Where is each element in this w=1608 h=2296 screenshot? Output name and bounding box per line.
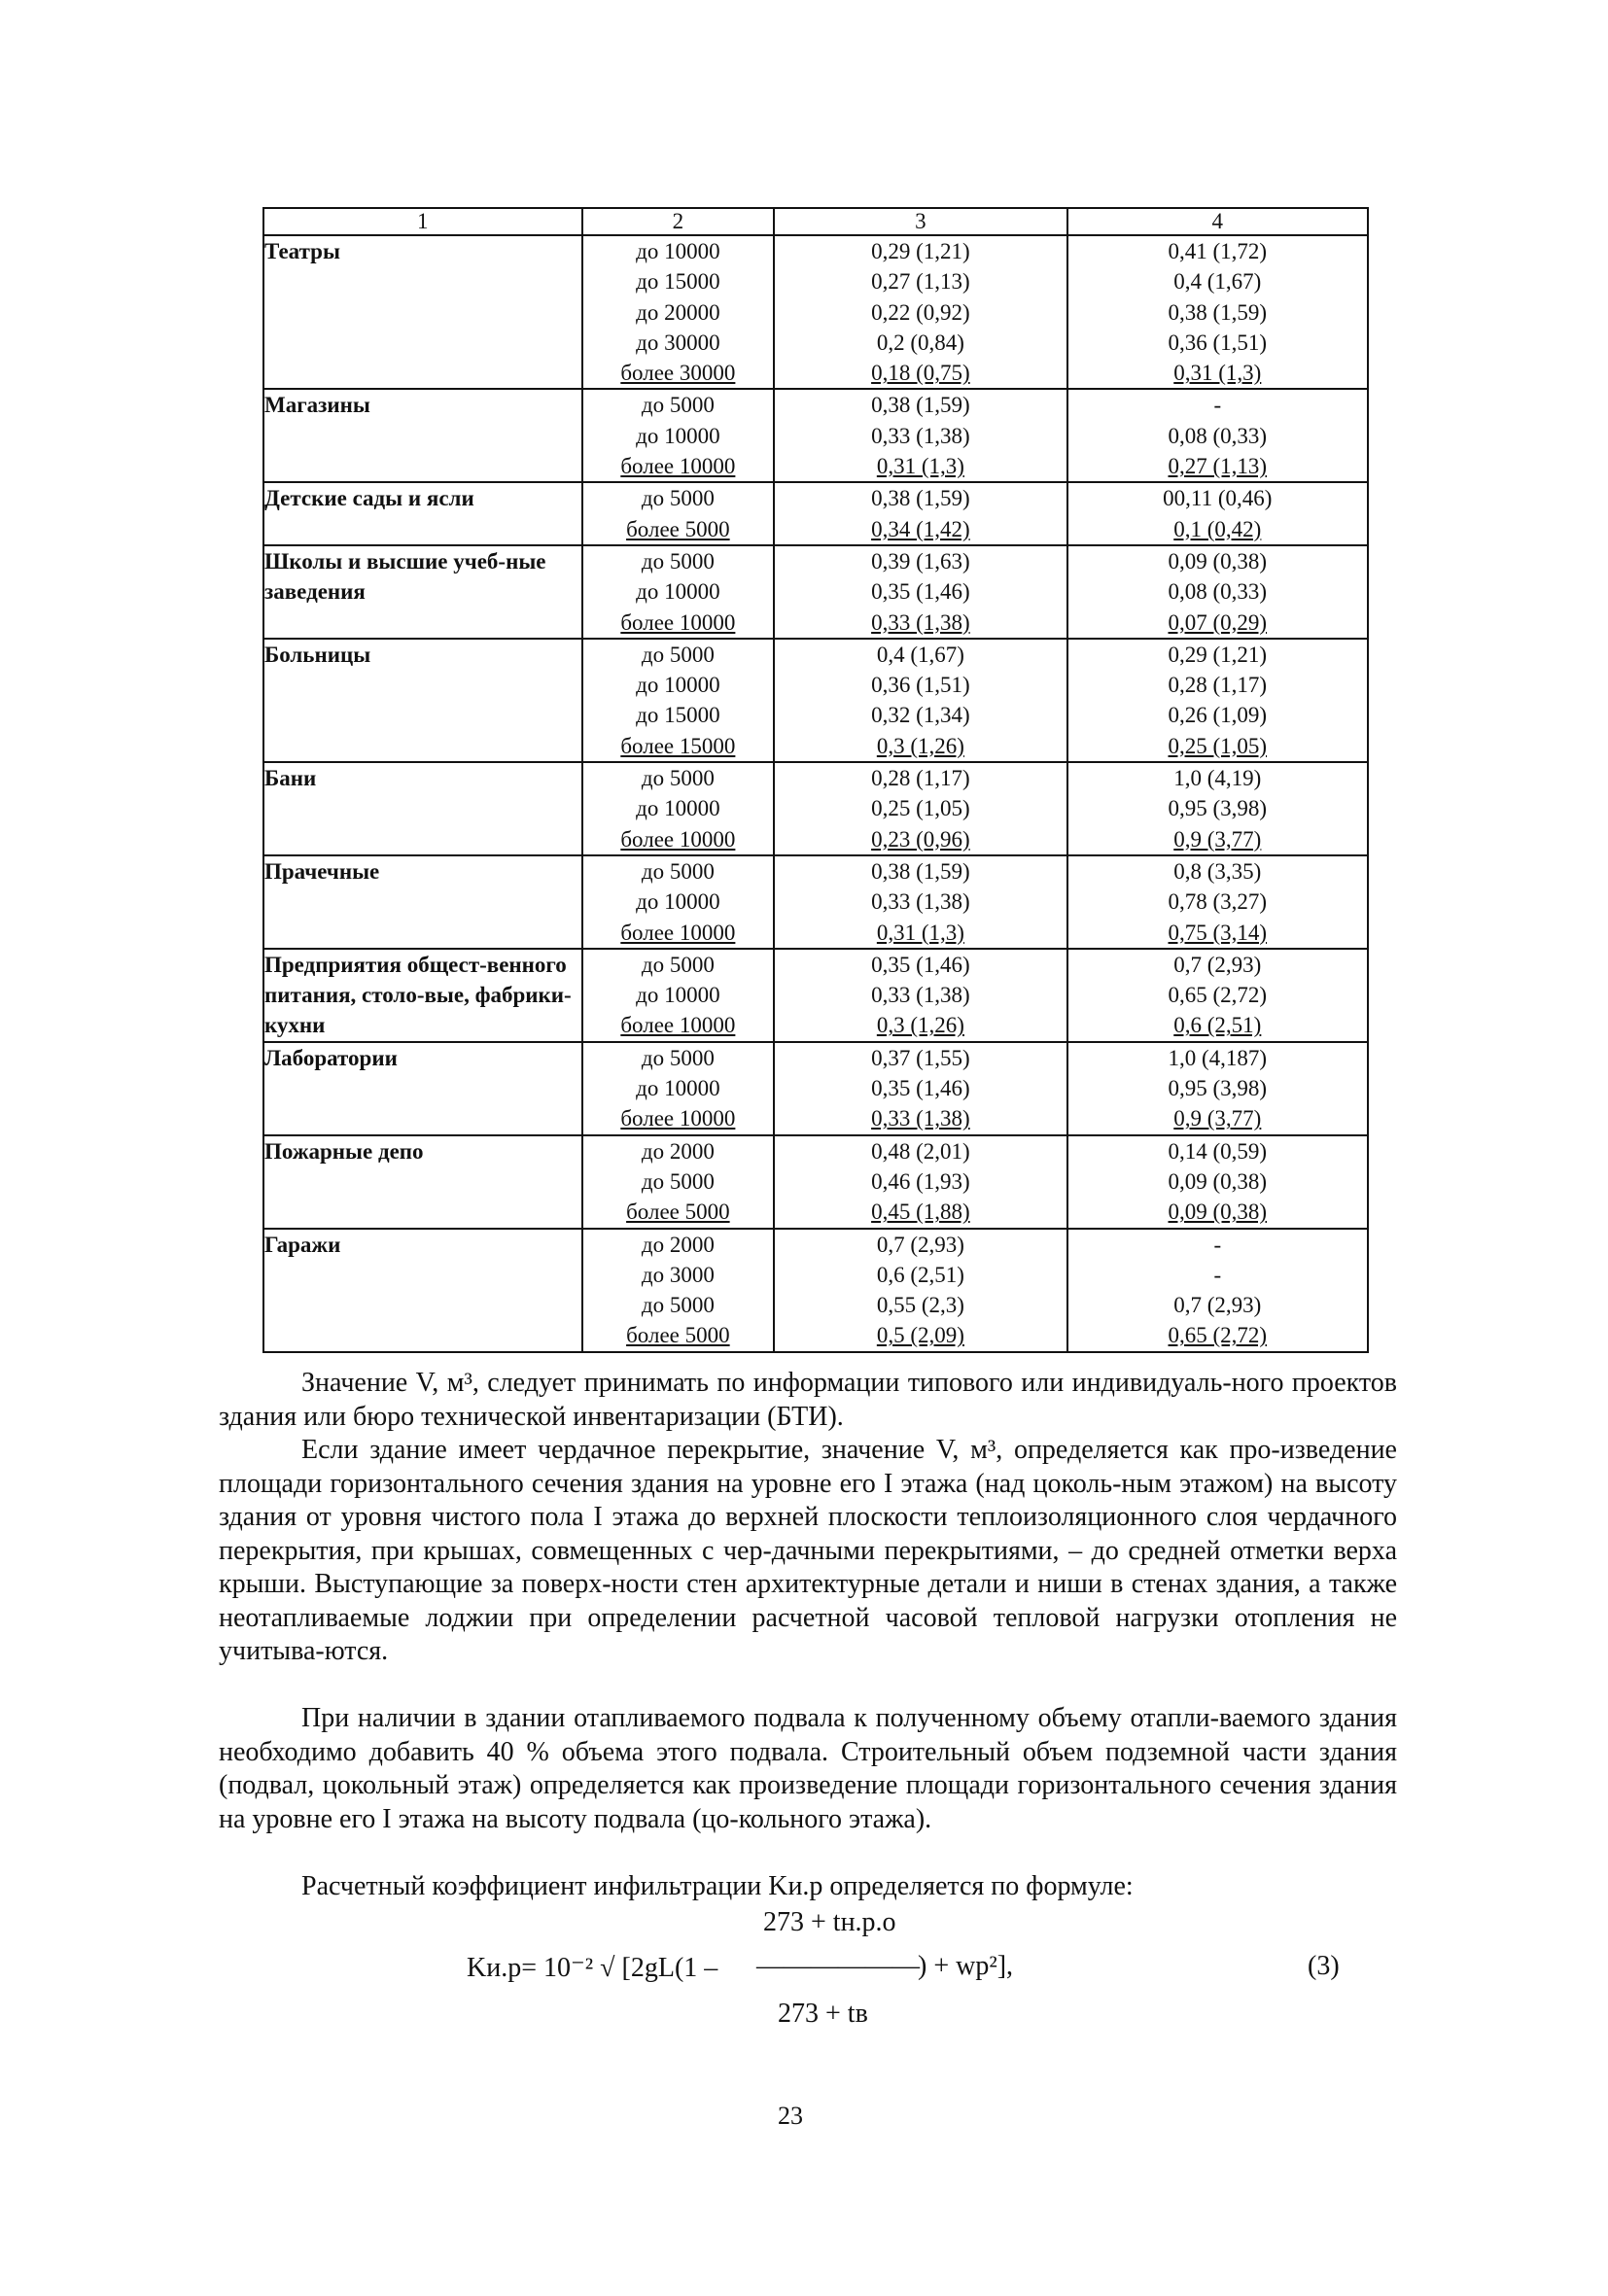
building-type-cell: Театры [263, 235, 582, 389]
cell-value: 0,5 (2,09) [876, 1323, 964, 1348]
cell-value: - [1213, 393, 1222, 418]
heating-characteristic-cell [774, 1042, 1066, 1135]
building-type-cell: Магазины [263, 389, 582, 482]
formula-lhs: Kи.р= 10⁻² √ [2gL(1 – [467, 1953, 718, 1983]
cell-value: более 5000 [626, 516, 730, 541]
table-row [263, 545, 1368, 639]
heating-characteristic-cell [774, 855, 1066, 949]
table-row [263, 482, 1368, 545]
building-type-cell: Прачечные [263, 855, 582, 949]
table-header-row [263, 208, 1368, 235]
formula-fraction-bar: —————— [756, 1951, 920, 1981]
cell-value: более 15000 [620, 733, 736, 758]
column-header: 4 [1067, 208, 1368, 235]
cell-value: 0,7 (2,93) [1173, 1293, 1262, 1318]
cell-value: до 5000 [641, 486, 715, 511]
cell-value: до 10000 [636, 983, 720, 1008]
cell-value: 0,29 (1,21) [1168, 642, 1268, 667]
heating-characteristic-cell [774, 1135, 1066, 1229]
cell-value: до 15000 [636, 269, 720, 295]
ventilation-characteristic-cell [1067, 389, 1368, 482]
cell-value: до 10000 [636, 796, 720, 821]
cell-value: более 5000 [626, 1200, 730, 1225]
cell-value: 0,35 (1,46) [871, 579, 970, 605]
heat-load-table [262, 207, 1369, 1353]
column-header: 2 [582, 208, 775, 235]
table-body [263, 235, 1368, 1352]
cell-value: 0,7 (2,93) [1173, 952, 1262, 977]
cell-value: до 5000 [641, 548, 715, 574]
cell-value: 0,27 (1,13) [871, 269, 970, 295]
table-row [263, 949, 1368, 1042]
cell-value: 0,26 (1,09) [1168, 703, 1268, 728]
volume-range-cell [582, 639, 775, 762]
cell-value: до 5000 [641, 1045, 715, 1070]
cell-value: до 5000 [641, 393, 715, 418]
cell-value: более 10000 [620, 1013, 736, 1038]
cell-value: до 10000 [636, 673, 720, 698]
cell-value: 0,46 (1,93) [871, 1168, 970, 1194]
cell-value: 0,65 (2,72) [1168, 983, 1268, 1008]
cell-value: 0,39 (1,63) [871, 548, 970, 574]
cell-value: более 10000 [620, 454, 736, 479]
cell-value: до 15000 [636, 703, 720, 728]
cell-value: 0,95 (3,98) [1168, 1076, 1268, 1101]
cell-value: 0,38 (1,59) [1168, 299, 1268, 325]
cell-value: 0,36 (1,51) [871, 673, 970, 698]
cell-value: 0,9 (3,77) [1173, 826, 1262, 852]
cell-value: до 5000 [641, 642, 715, 667]
volume-range-cell [582, 855, 775, 949]
cell-value: до 10000 [636, 889, 720, 915]
building-type-cell: Бани [263, 762, 582, 855]
volume-range-cell [582, 1135, 775, 1229]
volume-range-cell [582, 762, 775, 855]
paragraph-basement-volume: При наличии в здании отапливаемого подвала к полученному объему отапли-ваемого здания необходимо добавить 40 % объема этого подвала. Строительный объем подземной части здания (подвал, цокольный этаж) определяется как произведение площади горизонтального сечения здания на уровне его I этажа на высоту подвала (цо-кольного этажа). [219, 1703, 1397, 1834]
building-type-cell: Детские сады и ясли [263, 482, 582, 545]
cell-value: 0,34 (1,42) [871, 516, 970, 541]
cell-value: более 10000 [620, 1106, 736, 1131]
formula-denominator: 273 + tв [778, 1999, 868, 2029]
ventilation-characteristic-cell [1067, 1042, 1368, 1135]
cell-value: 0,8 (3,35) [1173, 858, 1262, 884]
cell-value: до 5000 [641, 1293, 715, 1318]
cell-value: 0,32 (1,34) [871, 703, 970, 728]
heating-characteristic-cell [774, 482, 1066, 545]
cell-value: более 10000 [620, 826, 736, 852]
cell-value: 0,75 (3,14) [1168, 920, 1268, 945]
volume-range-cell [582, 949, 775, 1042]
cell-value: 0,37 (1,55) [871, 1045, 970, 1070]
volume-range-cell [582, 545, 775, 639]
cell-value: 0,9 (3,77) [1173, 1106, 1262, 1131]
cell-value: 0,33 (1,38) [871, 983, 970, 1008]
column-header: 3 [774, 208, 1066, 235]
cell-value: более 5000 [626, 1323, 730, 1348]
cell-value: 0,33 (1,38) [871, 609, 970, 635]
cell-value: 1,0 (4,187) [1168, 1045, 1268, 1070]
volume-range-cell [582, 389, 775, 482]
cell-value: 0,09 (0,38) [1168, 548, 1268, 574]
cell-value: до 5000 [641, 766, 715, 791]
cell-value: 0,4 (1,67) [876, 642, 964, 667]
building-type-cell: Предприятия общест-венного питания, столо-вые, фабрики-кухни [263, 949, 582, 1042]
table-row [263, 389, 1368, 482]
cell-value: 0,3 (1,26) [876, 733, 964, 758]
cell-value: 0,78 (3,27) [1168, 889, 1268, 915]
cell-value: 0,28 (1,17) [1168, 673, 1268, 698]
cell-value: 0,38 (1,59) [871, 486, 970, 511]
ventilation-characteristic-cell [1067, 235, 1368, 389]
cell-value: до 5000 [641, 952, 715, 977]
cell-value: 0,25 (1,05) [871, 796, 970, 821]
building-type-cell: Пожарные депо [263, 1135, 582, 1229]
volume-range-cell [582, 1229, 775, 1352]
table-row [263, 855, 1368, 949]
ventilation-characteristic-cell [1067, 482, 1368, 545]
table-row [263, 1229, 1368, 1352]
ventilation-characteristic-cell [1067, 949, 1368, 1042]
cell-value: до 10000 [636, 423, 720, 448]
cell-value: 0,6 (2,51) [1173, 1013, 1262, 1038]
cell-value: 0,22 (0,92) [871, 299, 970, 325]
column-header: 1 [263, 208, 582, 235]
cell-value: до 30000 [636, 330, 720, 355]
formula-number: (3) [1308, 1951, 1340, 1981]
cell-value: 0,3 (1,26) [876, 1013, 964, 1038]
formula-numerator: 273 + tн.р.о [763, 1907, 896, 1937]
cell-value: 0,31 (1,3) [1173, 361, 1262, 386]
cell-value: - [1213, 1232, 1222, 1257]
cell-value: более 10000 [620, 920, 736, 945]
cell-value: 0,14 (0,59) [1168, 1138, 1268, 1164]
cell-value: до 5000 [641, 858, 715, 884]
cell-value: 0,27 (1,13) [1168, 454, 1268, 479]
building-type-cell: Гаражи [263, 1229, 582, 1352]
cell-value: 0,38 (1,59) [871, 393, 970, 418]
paragraph-attic-volume: Если здание имеет чердачное перекрытие, значение V, м³, определяется как про-изведение площади горизонтального сечения здания на уровне его I этажа (над цоколь-ным этажом) на высоту здания от уровня чистого пола I этажа до верхней плоскости теплоизоляционного слоя чердачного перекрытия, при крышах, совмещенных с чер-дачными перекрытиями, – до средней отметки верха крыши. Выступающие за поверх-ности стен архитектурные детали и ниши в стенах здания, а также неотапливаемые лоджии при определении расчетной часовой тепловой нагрузки отопления не учитыва-ются. [219, 1435, 1397, 1666]
ventilation-characteristic-cell [1067, 1229, 1368, 1352]
heating-characteristic-cell [774, 545, 1066, 639]
cell-value: до 20000 [636, 299, 720, 325]
cell-value: 0,7 (2,93) [876, 1232, 964, 1257]
volume-range-cell [582, 235, 775, 389]
cell-value: до 2000 [641, 1232, 715, 1257]
cell-value: 0,45 (1,88) [871, 1200, 970, 1225]
cell-value: 1,0 (4,19) [1173, 766, 1262, 791]
cell-value: 0,08 (0,33) [1168, 423, 1268, 448]
page-number: 23 [778, 2102, 803, 2130]
cell-value: до 3000 [641, 1262, 715, 1287]
building-type-cell: Лаборатории [263, 1042, 582, 1135]
cell-value: до 2000 [641, 1138, 715, 1164]
cell-value: 0,33 (1,38) [871, 889, 970, 915]
heating-characteristic-cell [774, 389, 1066, 482]
cell-value: 0,55 (2,3) [876, 1293, 964, 1318]
cell-value: более 30000 [620, 361, 736, 386]
ventilation-characteristic-cell [1067, 855, 1368, 949]
cell-value: 0,28 (1,17) [871, 766, 970, 791]
ventilation-characteristic-cell [1067, 1135, 1368, 1229]
cell-value: 0,35 (1,46) [871, 1076, 970, 1101]
cell-value: 0,41 (1,72) [1168, 239, 1268, 263]
cell-value: 0,18 (0,75) [871, 361, 970, 386]
cell-value: 0,23 (0,96) [871, 826, 970, 852]
cell-value: 0,48 (2,01) [871, 1138, 970, 1164]
heating-characteristic-cell [774, 235, 1066, 389]
cell-value: 0,07 (0,29) [1168, 609, 1268, 635]
cell-value: 0,65 (2,72) [1168, 1323, 1268, 1348]
ventilation-characteristic-cell [1067, 545, 1368, 639]
cell-value: 0,6 (2,51) [876, 1262, 964, 1287]
table-row [263, 639, 1368, 762]
cell-value: 0,36 (1,51) [1168, 330, 1268, 355]
cell-value: более 10000 [620, 609, 736, 635]
cell-value: 00,11 (0,46) [1163, 486, 1273, 511]
cell-value: 0,33 (1,38) [871, 423, 970, 448]
cell-value: до 5000 [641, 1168, 715, 1194]
cell-value: 0,2 (0,84) [876, 330, 964, 355]
cell-value: 0,08 (0,33) [1168, 579, 1268, 605]
cell-value: 0,1 (0,42) [1173, 516, 1262, 541]
cell-value: 0,33 (1,38) [871, 1106, 970, 1131]
cell-value: до 10000 [636, 1076, 720, 1101]
ventilation-characteristic-cell [1067, 762, 1368, 855]
cell-value: до 10000 [636, 239, 720, 263]
cell-value: 0,31 (1,3) [876, 920, 964, 945]
table-row [263, 1135, 1368, 1229]
heating-characteristic-cell [774, 762, 1066, 855]
heating-characteristic-cell [774, 639, 1066, 762]
paragraph-infiltration-intro: Расчетный коэффициент инфильтрации Kи.р определяется по формуле: [301, 1871, 1134, 1901]
cell-value: 0,09 (0,38) [1168, 1200, 1268, 1225]
ventilation-characteristic-cell [1067, 639, 1368, 762]
cell-value: 0,38 (1,59) [871, 858, 970, 884]
cell-value: 0,4 (1,67) [1173, 269, 1262, 295]
cell-value: - [1213, 1262, 1222, 1287]
cell-value: 0,35 (1,46) [871, 952, 970, 977]
paragraph-volume-source: Значение V, м³, следует принимать по информации типового или индивидуаль-ного проектов здания или бюро технической инвентаризации (БТИ). [219, 1368, 1397, 1432]
table-row [263, 235, 1368, 389]
table-row [263, 762, 1368, 855]
cell-value: 0,95 (3,98) [1168, 796, 1268, 821]
cell-value: 0,31 (1,3) [876, 454, 964, 479]
volume-range-cell [582, 482, 775, 545]
heating-characteristic-cell [774, 1229, 1066, 1352]
cell-value: 0,09 (0,38) [1168, 1168, 1268, 1194]
building-type-cell: Школы и высшие учеб-ные заведения [263, 545, 582, 639]
formula-rhs: ) + wр²], [918, 1951, 1014, 1981]
building-type-cell: Больницы [263, 639, 582, 762]
volume-range-cell [582, 1042, 775, 1135]
cell-value: 0,25 (1,05) [1168, 733, 1268, 758]
cell-value: до 10000 [636, 579, 720, 605]
heating-characteristic-cell [774, 949, 1066, 1042]
table-row [263, 1042, 1368, 1135]
cell-value: 0,29 (1,21) [871, 239, 970, 263]
